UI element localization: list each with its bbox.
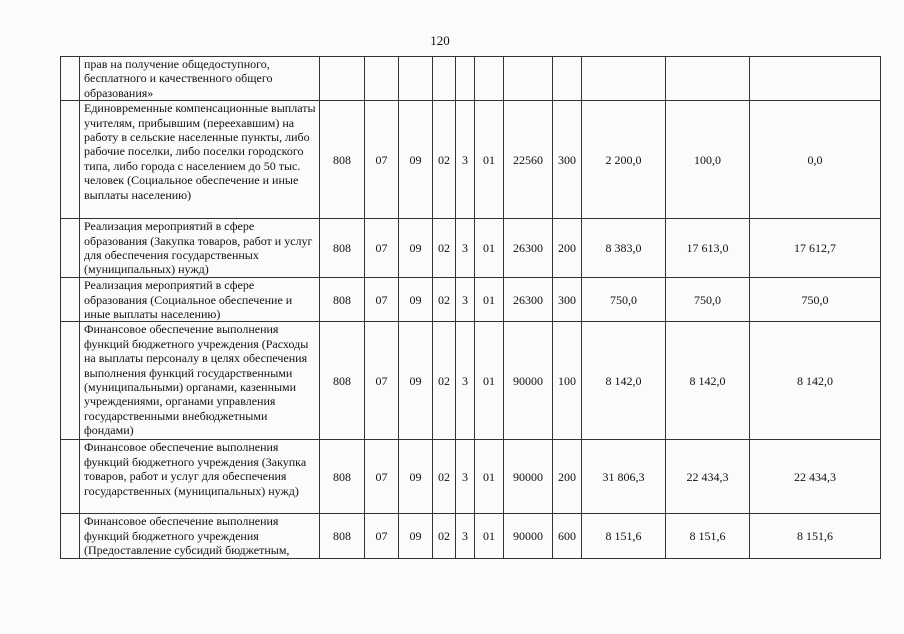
ministry-code-cell: 808 [320,440,365,514]
section-code-cell: 07 [365,514,399,558]
direction-code-cell: 90000 [504,514,553,558]
ministry-code-cell: 808 [320,101,365,219]
amount-year2-cell: 100,0 [666,101,750,219]
direction-code-cell: 90000 [504,322,553,440]
amount-year1-cell: 2 200,0 [582,101,666,219]
amount-year2-cell [666,57,750,101]
amount-year1-cell [582,57,666,101]
table-row [61,57,881,101]
amount-year1-cell: 8 142,0 [582,322,666,440]
expense-type-cell: 100 [553,322,582,440]
amount-year3-cell: 22 434,3 [750,440,881,514]
row-margin-cell [61,57,80,101]
subprogram-code-cell: 3 [456,278,475,322]
expense-name-cell: Финансовое обеспечение выполнения функций бюджетного учреждения (Расходы на выплаты персоналу в целях обеспечения выполнения функций государственными (муниципальными) органами, казенными учреждениями, органами управления государственными внебюджетными фондами) [80,322,320,440]
subsection-code-cell: 09 [399,101,433,219]
expense-name-cell: Реализация мероприятий в сфере образования (Социальное обеспечение и иные выплаты населению) [80,278,320,322]
amount-year2-cell: 17 613,0 [666,219,750,278]
subsection-code-cell: 09 [399,514,433,558]
event-code-cell: 01 [475,322,504,440]
event-code-cell: 01 [475,440,504,514]
subsection-code-cell: 09 [399,322,433,440]
section-code-cell: 07 [365,322,399,440]
expense-type-cell: 200 [553,219,582,278]
amount-year3-cell: 750,0 [750,278,881,322]
expense-name-cell: Финансовое обеспечение выполнения функций бюджетного учреждения (Предоставление субсидий бюджетным, [80,514,320,558]
subsection-code-cell: 09 [399,278,433,322]
program-code-cell: 02 [433,219,456,278]
ministry-code-cell [320,57,365,101]
program-code-cell: 02 [433,101,456,219]
direction-code-cell: 22560 [504,101,553,219]
expense-name-cell: Единовременные компенсационные выплаты учителям, прибывшим (переехавшим) на работу в сельские населенные пункты, либо рабочие поселки, либо поселки городского типа, либо города с населением до 50 тыс. человек (Социальное обеспечение и иные выплаты населению) [80,101,320,219]
amount-year1-cell: 31 806,3 [582,440,666,514]
ministry-code-cell: 808 [320,278,365,322]
subprogram-code-cell: 3 [456,322,475,440]
subprogram-code-cell [456,57,475,101]
amount-year1-cell: 8 383,0 [582,219,666,278]
amount-year3-cell: 8 151,6 [750,514,881,558]
table-row [61,278,881,322]
amount-year3-cell: 8 142,0 [750,322,881,440]
section-code-cell [365,57,399,101]
event-code-cell: 01 [475,101,504,219]
subprogram-code-cell: 3 [456,101,475,219]
ministry-code-cell: 808 [320,514,365,558]
subprogram-code-cell: 3 [456,440,475,514]
section-code-cell: 07 [365,440,399,514]
amount-year2-cell: 8 142,0 [666,322,750,440]
program-code-cell: 02 [433,322,456,440]
expense-name-cell: Реализация мероприятий в сфере образования (Закупка товаров, работ и услуг для обеспечения государственных (муниципальных) нужд) [80,219,320,278]
section-code-cell: 07 [365,278,399,322]
subprogram-code-cell: 3 [456,219,475,278]
event-code-cell: 01 [475,219,504,278]
expense-type-cell: 300 [553,278,582,322]
direction-code-cell: 26300 [504,278,553,322]
expense-type-cell [553,57,582,101]
row-margin-cell [61,101,80,219]
expense-type-cell: 200 [553,440,582,514]
row-margin-cell [61,440,80,514]
program-code-cell: 02 [433,440,456,514]
direction-code-cell [504,57,553,101]
program-code-cell [433,57,456,101]
program-code-cell: 02 [433,278,456,322]
amount-year1-cell: 750,0 [582,278,666,322]
amount-year2-cell: 750,0 [666,278,750,322]
expense-type-cell: 600 [553,514,582,558]
amount-year2-cell: 22 434,3 [666,440,750,514]
ministry-code-cell: 808 [320,322,365,440]
table-row [61,440,881,514]
event-code-cell: 01 [475,514,504,558]
section-code-cell: 07 [365,219,399,278]
row-margin-cell [61,514,80,558]
subsection-code-cell: 09 [399,219,433,278]
row-margin-cell [61,219,80,278]
ministry-code-cell: 808 [320,219,365,278]
event-code-cell [475,57,504,101]
table-row [61,514,881,558]
amount-year2-cell: 8 151,6 [666,514,750,558]
row-margin-cell [61,322,80,440]
amount-year1-cell: 8 151,6 [582,514,666,558]
direction-code-cell: 26300 [504,219,553,278]
table-row [61,101,881,219]
expense-type-cell: 300 [553,101,582,219]
expense-name-cell: Финансовое обеспечение выполнения функций бюджетного учреждения (Закупка товаров, работ и услуг для обеспечения государственных (муниципальных) нужд) [80,440,320,514]
table-row [61,219,881,278]
subprogram-code-cell: 3 [456,514,475,558]
amount-year3-cell: 0,0 [750,101,881,219]
expense-name-cell: прав на получение общедоступного, бесплатного и качественного общего образования» [80,57,320,101]
budget-table [60,56,881,559]
page-number: 120 [430,33,450,48]
amount-year3-cell: 17 612,7 [750,219,881,278]
direction-code-cell: 90000 [504,440,553,514]
subsection-code-cell [399,57,433,101]
row-margin-cell [61,278,80,322]
table-row [61,322,881,440]
program-code-cell: 02 [433,514,456,558]
subsection-code-cell: 09 [399,440,433,514]
amount-year3-cell [750,57,881,101]
event-code-cell: 01 [475,278,504,322]
section-code-cell: 07 [365,101,399,219]
